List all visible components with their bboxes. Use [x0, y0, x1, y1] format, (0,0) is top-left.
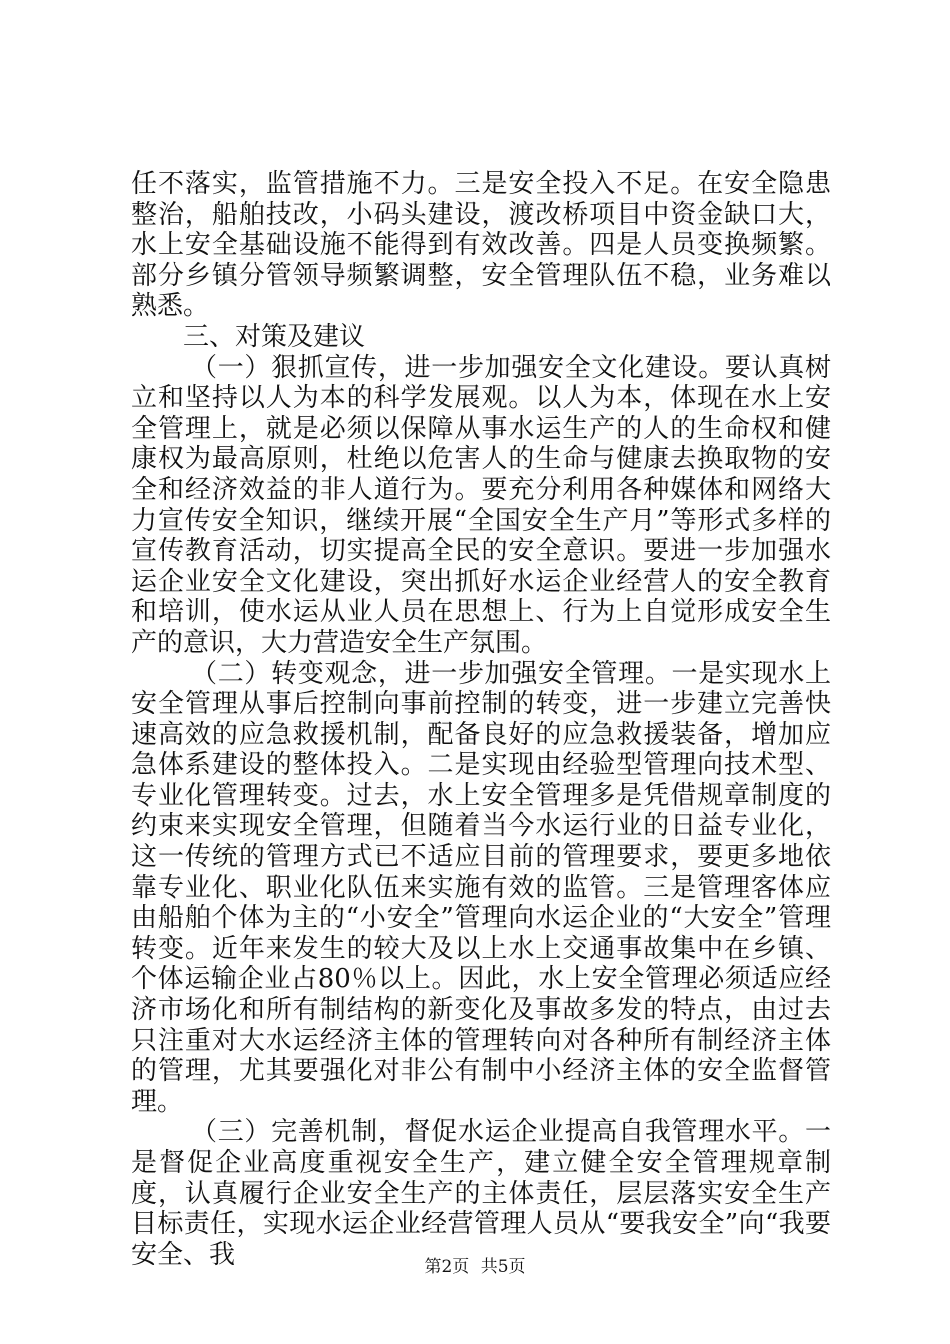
page-footer: 第2页 共5页 — [424, 1257, 526, 1277]
paragraph-publicity: （一）狠抓宣传，进一步加强安全文化建设。要认真树立和坚持以人为本的科学发展观。以人为本，体现在水上安全管理上，就是必须以保障从事水运生产的人的生命权和健康权为最高原则，杜绝以危害人的生命与健康去换取物的安全和经济效益的非人道行为。要充分利用各种媒体和网络大力宣传安全知识，继续开展“全国安全生产月”等形式多样的宣传教育活动，切实提高全民的安全意识。要进一步加强水运企业安全文化建设，突出抓好水运企业经营人的安全教育和培训，使水运从业人员在思想上、行为上自觉形成安全生产的意识，大力营造安全生产氛围。 — [131, 352, 831, 658]
section-heading: 三、对策及建议 — [183, 321, 366, 352]
document-body — [131, 169, 831, 1270]
paragraph-management: （二）转变观念，进一步加强安全管理。一是实现水上安全管理从事后控制向事前控制的转变，进一步建立完善快速高效的应急救援机制，配备良好的应急救援装备，增加应急体系建设的整体投入。二是实现由经验型管理向技术型、专业化管理转变。过去，水上安全管理多是凭借规章制度的约束来实现安全管理，但随着当今水运行业的日益专业化，这一传统的管理方式已不适应目前的管理要求，要更多地依靠专业化、职业化队伍来实施有效的监管。三是管理客体应由船舶个体为主的“小安全”管理向水运企业的“大安全”管理转变。近年来发生的较大及以上水上交通事故集中在乡镇、个体运输企业占80％以上。因此，水上安全管理必须适应经济市场化和所有制结构的新变化及事故多发的特点，由过去只注重对大水运经济主体的管理转向对各种所有制经济主体的管理，尤其要强化对非公有制中小经济主体的安全监督管理。 — [131, 658, 831, 1117]
paragraph-continued: 任不落实，监管措施不力。三是安全投入不足。在安全隐患整治，船舶技改，小码头建设，渡改桥项目中资金缺口大，水上安全基础设施不能得到有效改善。四是人员变换频繁。部分乡镇分管领导频繁调整，安全管理队伍不稳，业务难以熟悉。 — [131, 169, 831, 322]
paragraph-mechanism: （三）完善机制，督促水运企业提高自我管理水平。一是督促企业高度重视安全生产，建立健全安全管理规章制度，认真履行企业安全生产的主体责任，层层落实安全生产目标责任，实现水运企业经营管理人员从“要我安全”向“我要安全、我 — [131, 1117, 831, 1270]
